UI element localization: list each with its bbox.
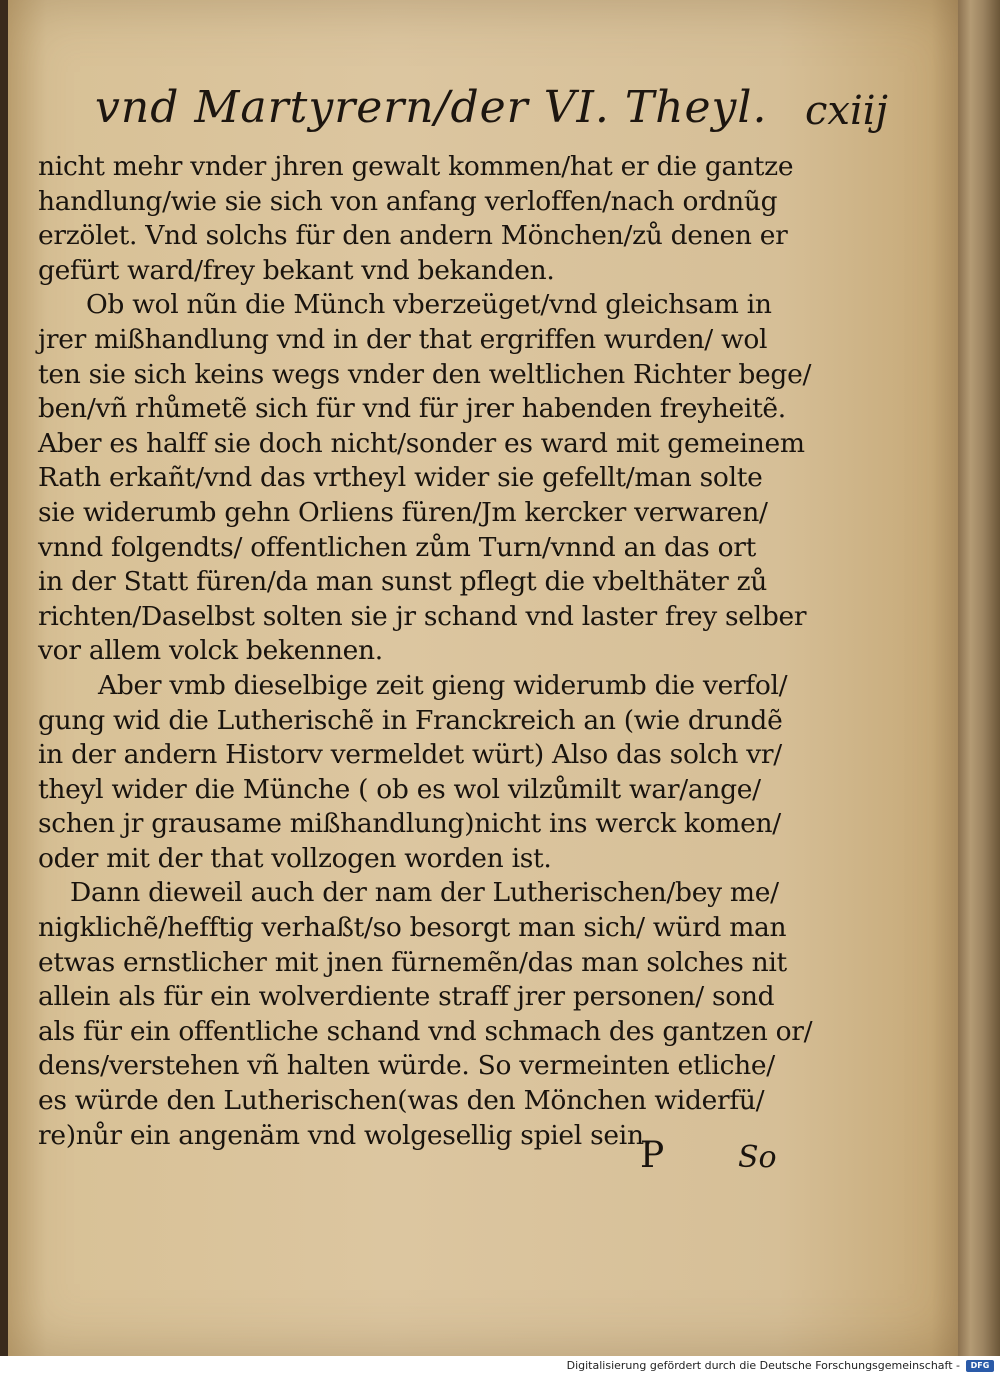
text-line: erzölet. Vnd solchs für den andern Mönchen/zů denen er	[38, 220, 788, 252]
text-line: jrer mißhandlung vnd in der that ergriffen wurden/ wol	[38, 323, 768, 355]
text-line: ten sie sich keins wegs vnder den weltlichen Richter bege/	[38, 358, 812, 390]
text-line: oder mit der that vollzogen worden ist.	[38, 842, 552, 874]
text-line: vor allem volck bekennen.	[38, 635, 383, 667]
text-line: etwas ernstlicher mit jnen fürnemẽn/das man solches nit	[38, 946, 787, 978]
text-line: re)nůr ein angenäm vnd wolgesellig spiel sein.	[38, 1119, 652, 1151]
text-line: als für ein offentliche schand vnd schmach des gantzen or/	[38, 1015, 813, 1047]
page-edge	[958, 0, 1000, 1356]
text-line: Aber es halff sie doch nicht/sonder es ward mit gemeinem	[38, 427, 805, 459]
text-line: theyl wider die Münche ( ob es wol vilzůmilt war/ange/	[38, 773, 761, 805]
text-line: in der andern Historv vermeldet würt) Also das solch vr/	[38, 739, 782, 771]
folio-number: cxiij	[805, 88, 888, 134]
signature-mark: P	[640, 1135, 665, 1176]
text-line: gefürt ward/frey bekant vnd bekanden.	[38, 254, 555, 286]
running-head: vnd Martyrern/der VI. Theyl.	[95, 82, 768, 133]
text-line: ben/vñ rhůmetẽ sich für vnd für jrer habenden freyheitẽ.	[38, 393, 786, 425]
text-line: Aber vmb dieselbige zeit gieng widerumb die verfol/	[98, 669, 788, 701]
body-text	[38, 150, 813, 1153]
text-line: dens/verstehen vñ halten würde. So vermeinten etliche/	[38, 1050, 775, 1082]
text-line: nicht mehr vnder jhren gewalt kommen/hat er die gantze	[38, 151, 794, 182]
text-line: sie widerumb gehn Orliens füren/Jm kercker verwaren/	[38, 496, 768, 528]
text-line: es würde den Lutherischen(was den Mönchen widerfü/	[38, 1085, 765, 1117]
text-line: Dann dieweil auch der nam der Lutherischen/bey me/	[70, 877, 779, 909]
footer-credit: Digitalisierung gefördert durch die Deutsche Forschungsgemeinschaft -	[566, 1359, 960, 1372]
text-line: Ob wol nũn die Münch vberzeüget/vnd gleichsam in	[86, 289, 772, 321]
text-line: allein als für ein wolverdiente straff jrer personen/ sond	[38, 981, 775, 1013]
digitization-footer	[0, 1356, 1000, 1376]
dfg-logo: DFG	[966, 1360, 994, 1372]
text-line: handlung/wie sie sich von anfang verloffen/nach ordnũg	[38, 185, 778, 217]
text-line: vnnd folgendts/ offentlichen zům Turn/vnnd an das ort	[38, 531, 756, 563]
catchword: So	[738, 1140, 777, 1175]
text-line: schen jr grausame mißhandlung)nicht ins werck komen/	[38, 808, 781, 840]
text-line: nigklichẽ/hefftig verhaßt/so besorgt man sich/ würd man	[38, 912, 787, 944]
text-line: in der Statt füren/da man sunst pflegt die vbelthäter zů	[38, 566, 768, 598]
text-line: gung wid die Lutherischẽ in Franckreich an (wie drundẽ	[38, 704, 783, 736]
text-line: Rath erkañt/vnd das vrtheyl wider sie gefellt/man solte	[38, 462, 763, 494]
text-line: richten/Daselbst solten sie jr schand vnd laster frey selber	[38, 600, 807, 632]
